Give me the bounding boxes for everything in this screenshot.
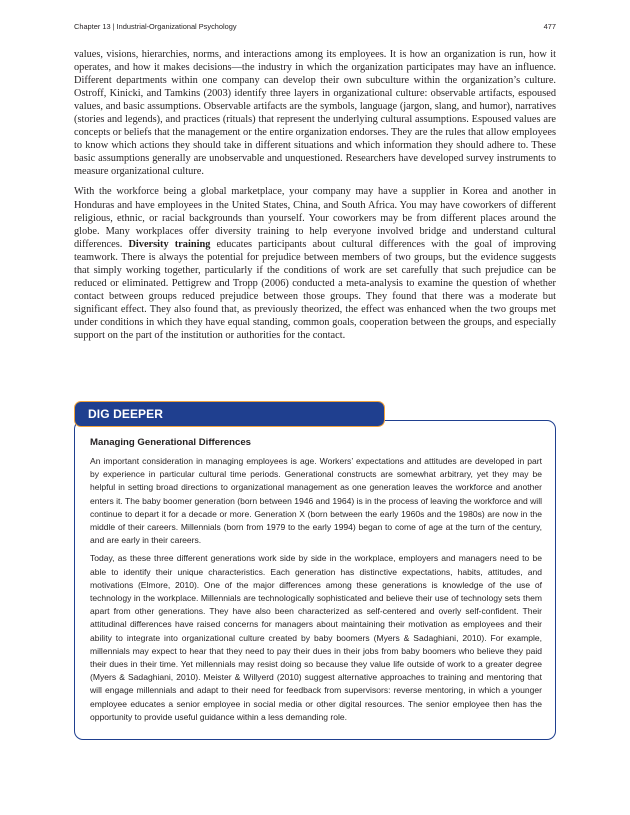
paragraph: values, visions, hierarchies, norms, and interactions among its employees. It is how an organization is run, how it operates, and how it makes decisions—the industry in which the organization participates may have an influence. Different departments within one company can develop their own subculture within the organization’s culture. Ostroff, Kinicki, and Tamkins (2003) identify three layers in organizational culture: observable artifacts, espoused values, and basic assumptions. Observable artifacts are the symbols, language (jargon, slang, and humor), narratives (stories and legends), and practices (rituals) that represent the underlying cultural assumptions. Espoused values are concepts or beliefs that the management or the entire organization endorses. They are the rules that allow employees to know which actions they should take in different situations and which information they should adhere to. These basic assumptions generally are unobservable and unquestioned. Researchers have developed survey instruments to measure organizational culture. [74,49,556,178]
feature-paragraph: An important consideration in managing employees is age. Workers’ expectations and attitudes are developed in part by experience in particular cultural time periods. Generational constructs are somewhat arbitrary, yet they may be helpful in setting broad directions to organizational management as one generation leaves the workforce and another enters it. The baby boomer generation (born between 1946 and 1964) is in the process of leaving the workforce and will continue to depart it for a decade or more. Generation X (born between the early 1960s and the 1980s) are now in the middle of their careers. Millennials (born from 1979 to the early 1994) began to come of age at the turn of the century, and are early in their careers. [90,456,542,546]
dig-deeper-tab [74,401,385,427]
main-text [74,48,556,349]
paragraph [74,185,556,342]
paragraph-text: educates participants about cultural differences with the goal of improving teamwork. There is always the potential for prejudice between members of two groups, but the evidence suggests that simply working together, particularly if the conditions of work are set carefully that such prejudice can be reduced or eliminated. Pettigrew and Tropp (2006) conducted a meta-analysis to examine the question of whether contact between groups reduced prejudice between those groups. They found that there was a moderate but significant effect. They also found that, as previously theorized, the effect was enhanced when the two groups met under conditions in which they have equal standing, common goals, cooperation between the groups, and especially support on the part of the institution or authorities for the contact. [74,238,556,341]
running-head: Chapter 13 | Industrial-Organizational Psychology [74,22,237,31]
key-term: Diversity training [128,238,211,250]
dig-deeper-content [90,436,542,729]
page-number: 477 [543,22,556,31]
paragraph-text: With the workforce being a global marketplace, your company may have a supplier in Korea and another in Honduras and have employees in the United States, China, and South Africa. You may have coworkers of different religious, ethnic, or racial backgrounds than yourself. Your coworkers may be from different places around the globe. Many workplaces offer diversity training to help everyone involved bridge and understand cultural differences. [74,186,556,250]
page-header [74,22,556,34]
dig-deeper-label: DIG DEEPER [88,407,164,421]
feature-title: Managing Generational Differences [90,437,251,448]
feature-paragraph: Today, as these three different generations work side by side in the workplace, employers and managers need to be able to identify their unique characteristics. Each generation has distinctive expectations, habits, attitudes, and motivations (Elmore, 2010). One of the major differences among these generations is knowledge of the use of technology in the workplace. Millennials are technologically sophisticated and believe their use of technology sets them apart from other generations. They have also been characterized as self-centered and overly self-confident. Their attitudinal differences have raised concerns for managers about maintaining their motivation as employees and their ability to integrate into organizational culture created by baby boomers (Myers & Sadaghiani, 2010). For example, millennials may expect to hear that they need to pay their dues in their jobs from baby boomers who believe they paid their dues in their time. Yet millennials may resist doing so because they value life outside of work to a greater degree (Myers & Sadaghiani, 2010). Meister & Willyerd (2010) suggest alternative approaches to training and mentoring that will engage millennials and adapt to their need for feedback from supervisors: reverse mentoring, in which a younger employee educates a senior employee in social media or other digital resources. The senior employee then has the opportunity to provide useful guidance within a less demanding role. [90,553,542,722]
